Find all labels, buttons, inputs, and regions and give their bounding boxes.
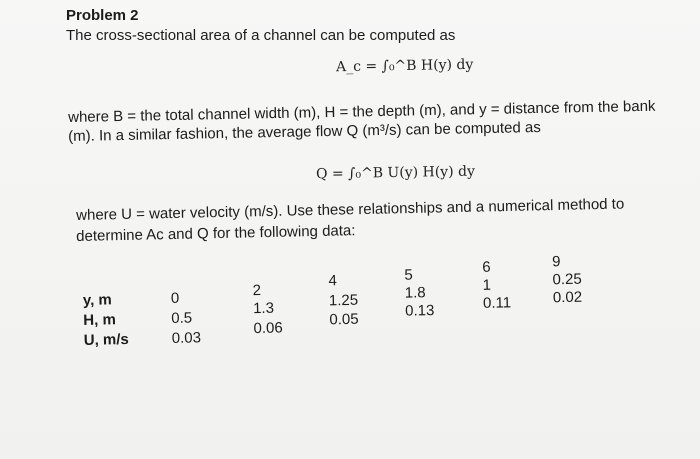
table-cell: 0.5 (171, 309, 193, 327)
table-cell: 0 (170, 289, 180, 307)
table-cell: 0.11 (482, 294, 512, 312)
table-cell: 6 (482, 258, 491, 276)
data-table (82, 250, 604, 352)
table-cell: 4 (328, 272, 338, 290)
problem-title: Problem 2 (66, 7, 139, 24)
table-cell: 1.3 (252, 299, 275, 318)
row-label-u: U, m/s (83, 330, 129, 349)
task-line-1: where U = water velocity (m/s). Use these relationships and a numerical method to (76, 195, 625, 224)
table-cell: 1.25 (328, 291, 359, 310)
definition-line-2: (m). In a similar fashion, the average flow Q (m³/s) can be computed as (68, 118, 541, 145)
task-line-2: determine Ac and Q for the following data: (76, 222, 356, 245)
table-cell: 9 (551, 253, 561, 271)
table-cell: 1.8 (404, 284, 426, 302)
table-cell: 2 (252, 281, 262, 300)
definition-line-1: where B = the total channel width (m), H = the depth (m), and y = distance from the bank (68, 97, 656, 126)
row-label-y: y, m (82, 291, 112, 309)
flow-equation: Q = ∫₀^B U(y) H(y) dy (315, 163, 476, 183)
row-label-h: H, m (83, 311, 117, 329)
table-cell: 0.05 (329, 310, 359, 329)
table-cell: 0.06 (253, 319, 283, 338)
table-cell: 0.13 (405, 302, 435, 320)
table-cell: 0.25 (552, 270, 582, 289)
table-cell: 0.03 (171, 329, 202, 347)
intro-text: The cross-sectional area of a channel can be computed as (66, 27, 456, 44)
table-cell: 1 (482, 276, 492, 294)
area-equation: A_c = ∫₀^B H(y) dy (335, 56, 474, 76)
table-cell: 5 (404, 266, 413, 284)
table-cell: 0.02 (552, 288, 583, 307)
